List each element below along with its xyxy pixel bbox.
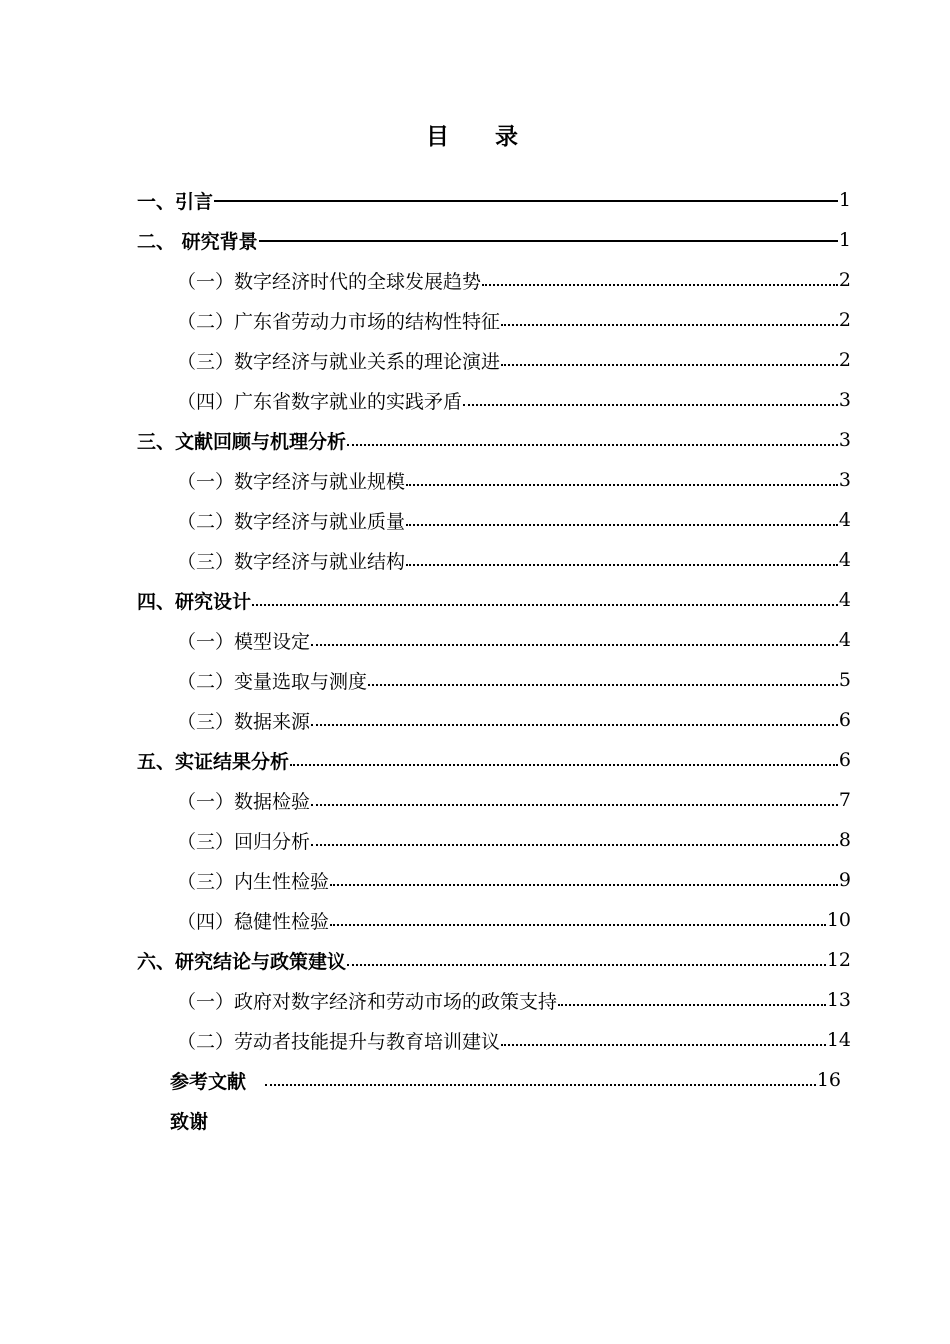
toc-subentry[interactable]: [177, 500, 851, 540]
toc-page-number: 4: [838, 509, 851, 531]
toc-subentry[interactable]: [177, 820, 851, 860]
toc-leader: [347, 444, 838, 446]
toc-leader: [311, 644, 838, 646]
toc-entry-label: （一）数字经济时代的全球发展趋势: [177, 270, 482, 293]
toc-page-number: 3: [838, 469, 851, 491]
toc-leader: [347, 964, 826, 966]
toc-entry-label: 三、文献回顾与机理分析: [137, 430, 347, 453]
toc-entry-label: 五、实证结果分析: [137, 750, 290, 773]
toc-page-number: 1: [838, 189, 851, 211]
toc-page-number: 2: [838, 309, 851, 331]
toc-entry-label: （四）广东省数字就业的实践矛盾: [177, 390, 463, 413]
toc-entry-label: （三）回归分析: [177, 830, 311, 853]
toc-leader: [558, 1004, 826, 1006]
toc-page-number: 12: [826, 949, 851, 971]
toc-subentry[interactable]: [177, 340, 851, 380]
toc-subentry[interactable]: [177, 300, 851, 340]
toc-page-number: 4: [838, 589, 851, 611]
toc-leader: [252, 604, 838, 606]
toc-leader: [311, 804, 838, 806]
toc-entry-literature-review[interactable]: [137, 420, 851, 460]
toc-entry-label: 二、 研究背景: [137, 230, 258, 253]
toc-entry-label: 参考文献: [170, 1070, 247, 1093]
toc-leader: [311, 724, 838, 726]
toc-entry-introduction[interactable]: [137, 180, 851, 220]
toc-entry-label: （二）数字经济与就业质量: [177, 510, 406, 533]
toc-leader: [406, 564, 838, 566]
toc-page-number: 3: [838, 389, 851, 411]
toc-page-number: 10: [826, 909, 851, 931]
toc-page-number: 16: [816, 1069, 841, 1091]
toc-entry-label: （一）数据检验: [177, 790, 311, 813]
toc-leader: [290, 764, 838, 766]
toc-entry-label: （三）内生性检验: [177, 870, 330, 893]
toc-leader: [368, 684, 838, 686]
toc-page-number: 14: [826, 1029, 851, 1051]
toc-subentry[interactable]: [177, 1020, 851, 1060]
toc-entry-label: （二）劳动者技能提升与教育培训建议: [177, 1030, 501, 1053]
toc-leader: [406, 484, 838, 486]
toc-entry-label: 致谢: [170, 1110, 209, 1133]
toc-leader: [501, 364, 838, 366]
toc-leader: [463, 404, 838, 406]
toc-entry-background[interactable]: [137, 220, 851, 260]
toc-entry-label: 一、引言: [137, 190, 214, 213]
toc-leader: [482, 284, 838, 286]
toc-entry-conclusions[interactable]: [137, 940, 851, 980]
toc-leader: [259, 240, 838, 242]
toc-subentry[interactable]: [177, 260, 851, 300]
toc-page-number: 13: [826, 989, 851, 1011]
toc-entry-label: （一）政府对数字经济和劳动市场的政策支持: [177, 990, 558, 1013]
toc-entry-label: （一）数字经济与就业规模: [177, 470, 406, 493]
toc-leader: [501, 324, 838, 326]
toc-page-number: 1: [838, 229, 851, 251]
toc-page-number: 5: [838, 669, 851, 691]
toc-subentry[interactable]: [177, 660, 851, 700]
toc-page-number: 8: [838, 829, 851, 851]
toc-page-number: 3: [838, 429, 851, 451]
toc-leader: [406, 524, 838, 526]
toc-leader: [311, 844, 838, 846]
toc-entry-label: （一）模型设定: [177, 630, 311, 653]
toc-entry-references[interactable]: [170, 1060, 841, 1100]
toc-leader: [330, 924, 826, 926]
toc-leader: [265, 1084, 816, 1086]
toc-entry-label: 四、研究设计: [137, 590, 252, 613]
toc-entry-label: （三）数据来源: [177, 710, 311, 733]
toc-leader: [214, 200, 838, 202]
toc-leader: [330, 884, 838, 886]
toc-page-number: 4: [838, 549, 851, 571]
toc-page-number: 7: [838, 789, 851, 811]
toc-entry-label: （四）稳健性检验: [177, 910, 330, 933]
toc-entry-label: （三）数字经济与就业关系的理论演进: [177, 350, 501, 373]
toc-title: 目录: [426, 124, 564, 150]
toc-entry-research-design[interactable]: [137, 580, 851, 620]
toc-subentry[interactable]: [177, 900, 851, 940]
toc-subentry[interactable]: [177, 860, 851, 900]
toc-page-number: 2: [838, 269, 851, 291]
toc-leader: [501, 1044, 826, 1046]
toc-subentry[interactable]: [177, 980, 851, 1020]
toc-subentry[interactable]: [177, 780, 851, 820]
toc-page-number: 2: [838, 349, 851, 371]
toc-page-number: 6: [838, 749, 851, 771]
toc-subentry[interactable]: [177, 540, 851, 580]
toc-entry-empirical-analysis[interactable]: [137, 740, 851, 780]
toc-entry-label: （二）变量选取与测度: [177, 670, 368, 693]
toc-subentry[interactable]: [177, 380, 851, 420]
toc-entry-label: 六、研究结论与政策建议: [137, 950, 347, 973]
toc-entry-label: （三）数字经济与就业结构: [177, 550, 406, 573]
toc-entry-acknowledgements[interactable]: [170, 1100, 841, 1140]
toc-page-number: 9: [838, 869, 851, 891]
toc-page-number: 6: [838, 709, 851, 731]
toc-subentry[interactable]: [177, 620, 851, 660]
toc-subentry[interactable]: [177, 700, 851, 740]
toc-subentry[interactable]: [177, 460, 851, 500]
toc-entry-label: （二）广东省劳动力市场的结构性特征: [177, 310, 501, 333]
toc-page-number: 4: [838, 629, 851, 651]
